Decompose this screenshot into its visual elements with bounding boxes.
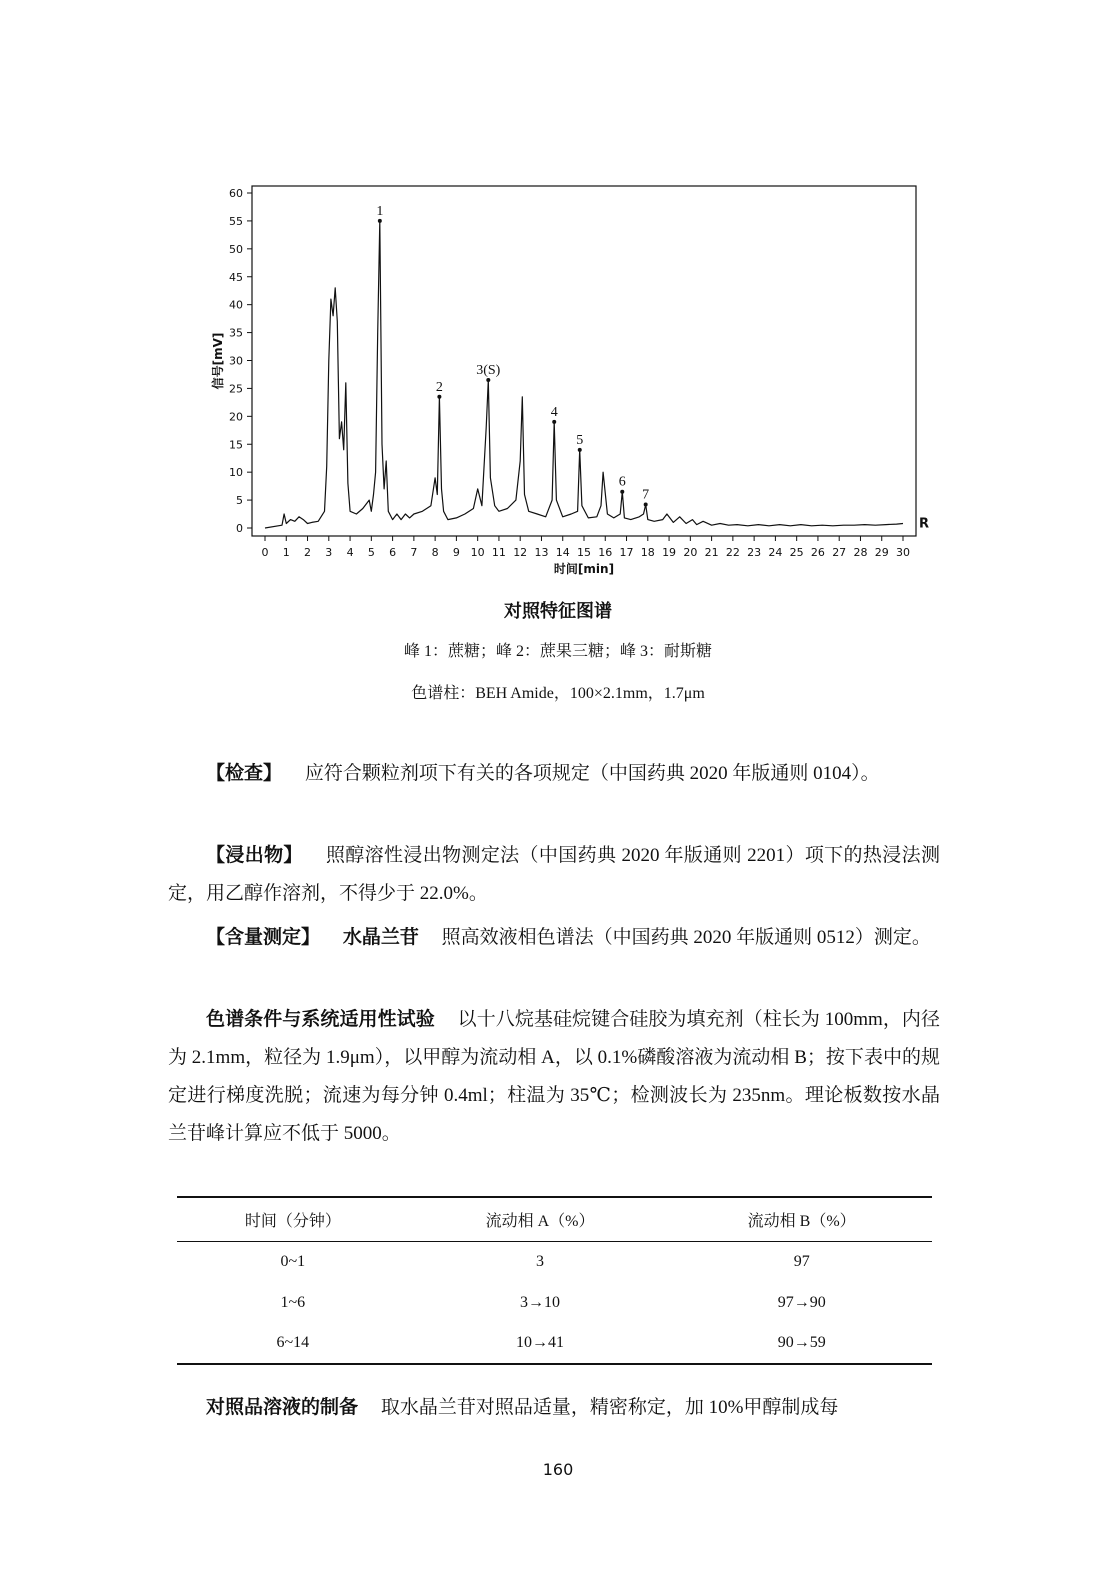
table-cell: 10→41	[409, 1323, 672, 1364]
peak-marker	[486, 378, 490, 382]
x-tick-label: 1	[282, 546, 290, 559]
peak-label: 4	[550, 404, 558, 420]
assay-heading: 【含量测定】	[206, 926, 321, 948]
table-cell: 1~6	[280, 1293, 306, 1311]
peak-marker	[378, 219, 382, 223]
table-header-cell: 流动相 B（%）	[671, 1197, 932, 1241]
y-tick-label: 50	[229, 242, 243, 256]
chromatogram-chart	[200, 180, 940, 590]
peak-marker	[552, 420, 556, 424]
peak-label: 5	[576, 432, 584, 448]
assay-paragraph	[168, 918, 940, 957]
table-cell: 6~14	[177, 1323, 409, 1364]
figure-peaks-note: 峰 1：蔗糖；峰 2：蔗果三糖；峰 3：耐斯糖	[403, 643, 712, 660]
assay-subheading: 水晶兰苷	[342, 926, 419, 948]
x-tick-label: 26	[810, 546, 825, 559]
x-tick-label: 29	[874, 546, 889, 559]
y-axis-label: 信号[mV]	[211, 332, 225, 390]
chromatogram-trace	[265, 221, 903, 528]
x-tick-label: 14	[555, 546, 570, 559]
peak-label: 1	[376, 203, 384, 219]
table-row	[177, 1323, 932, 1364]
x-tick-label: 5	[367, 546, 375, 559]
peak-marker	[437, 395, 441, 399]
x-tick-label: 3	[325, 546, 333, 559]
x-tick-label: 30	[896, 546, 910, 559]
table-cell: 90→59	[671, 1323, 932, 1364]
peak-label: 3(S)	[476, 363, 501, 379]
gradient-table	[177, 1196, 932, 1365]
plot-frame	[252, 186, 916, 536]
table-row	[177, 1241, 932, 1282]
extract-paragraph	[168, 836, 940, 913]
y-tick-label: 10	[229, 466, 243, 480]
table-header-cell: 时间（分钟）	[177, 1197, 409, 1241]
table-cell: 3→10	[520, 1293, 561, 1311]
peak-label: 7	[642, 487, 650, 503]
x-tick-label: 2	[304, 546, 312, 559]
table-row	[177, 1282, 932, 1323]
x-tick-label: 8	[431, 546, 439, 559]
peak-marker	[578, 448, 582, 452]
chromatography-text: 以十八烷基硅烷键合硅胶为填充剂（柱长为 100mm，内径为 2.1mm，粒径为 1.9μm），以甲醇为流动相 A，以 0.1%磷酸溶液为流动相 B；按下表中的规定进行梯度洗脱；流速为每分钟 0.4ml；柱温为 35℃；检测波长为 235nm。理论板数按水晶兰苷峰计算应不低于 5000。	[168, 1009, 940, 1144]
x-tick-label: 18	[640, 546, 655, 559]
x-tick-label: 25	[789, 546, 804, 559]
chromatogram-figure	[200, 180, 940, 590]
table-cell: 97→90	[777, 1293, 826, 1311]
peak-label: 6	[618, 474, 626, 490]
y-tick-label: 5	[236, 494, 243, 508]
x-tick-label: 23	[747, 546, 762, 559]
table-header-cell: 流动相 A（%）	[409, 1197, 672, 1241]
assay-text: 照高效液相色谱法（中国药典 2020 年版通则 0512）测定。	[441, 927, 931, 948]
y-tick-label: 45	[229, 270, 243, 284]
check-paragraph	[168, 754, 940, 793]
y-tick-label: 35	[229, 326, 243, 340]
y-tick-label: 0	[236, 522, 243, 535]
reference-paragraph	[168, 1388, 940, 1427]
y-tick-label: 30	[229, 354, 243, 368]
table-header-row	[177, 1197, 932, 1241]
x-tick-label: 7	[410, 546, 418, 559]
x-tick-label: 4	[346, 546, 354, 559]
table-cell: 3	[536, 1252, 545, 1270]
reference-text: 取水晶兰苷对照品适量，精密称定，加 10%甲醇制成每	[380, 1397, 839, 1418]
x-tick-label: 13	[534, 546, 549, 559]
x-tick-label: 6	[389, 546, 397, 559]
figure-column-note: 色谱柱：BEH Amide，100×2.1mm，1.7μm	[411, 685, 705, 702]
reference-heading: 对照品溶液的制备	[206, 1396, 359, 1418]
chromatography-paragraph	[168, 1000, 940, 1153]
y-tick-label: 25	[229, 382, 243, 396]
check-text: 应符合颗粒剂项下有关的各项规定（中国药典 2020 年版通则 0104）。	[304, 763, 880, 784]
y-tick-label: 40	[229, 298, 243, 312]
detector-label: R	[919, 516, 930, 532]
table-cell: 0~1	[280, 1252, 306, 1270]
y-tick-label: 55	[229, 214, 243, 228]
x-tick-label: 11	[491, 546, 506, 559]
x-tick-label: 17	[619, 546, 634, 559]
chromatography-heading: 色谱条件与系统适用性试验	[206, 1008, 435, 1030]
y-tick-label: 20	[229, 410, 243, 424]
x-tick-label: 19	[662, 546, 677, 559]
x-axis-label: 时间[min]	[553, 562, 615, 576]
x-tick-label: 10	[470, 546, 485, 559]
x-tick-label: 9	[452, 546, 460, 559]
figure-title: 对照特征图谱	[504, 601, 612, 622]
y-tick-label: 15	[229, 438, 243, 452]
x-tick-label: 0	[261, 546, 269, 559]
x-tick-label: 24	[768, 546, 783, 559]
x-tick-label: 20	[683, 546, 698, 559]
peak-label: 2	[435, 379, 443, 395]
extract-heading: 【浸出物】	[206, 844, 303, 866]
y-tick-label: 60	[229, 187, 243, 200]
x-tick-label: 21	[704, 546, 719, 559]
peak-marker	[644, 503, 648, 507]
check-heading: 【检查】	[206, 762, 283, 784]
x-tick-label: 28	[853, 546, 868, 559]
extract-text: 照醇溶性浸出物测定法（中国药典 2020 年版通则 2201）项下的热浸法测定，用乙醇作溶剂，不得少于 22.0%。	[168, 845, 940, 904]
x-tick-label: 27	[832, 546, 847, 559]
x-tick-label: 16	[598, 546, 613, 559]
page-number: 160	[542, 1460, 574, 1479]
table-cell: 97	[793, 1252, 810, 1270]
x-tick-label: 15	[577, 546, 591, 559]
peak-marker	[620, 490, 624, 494]
x-tick-label: 12	[513, 546, 528, 559]
x-tick-label: 22	[725, 546, 740, 559]
